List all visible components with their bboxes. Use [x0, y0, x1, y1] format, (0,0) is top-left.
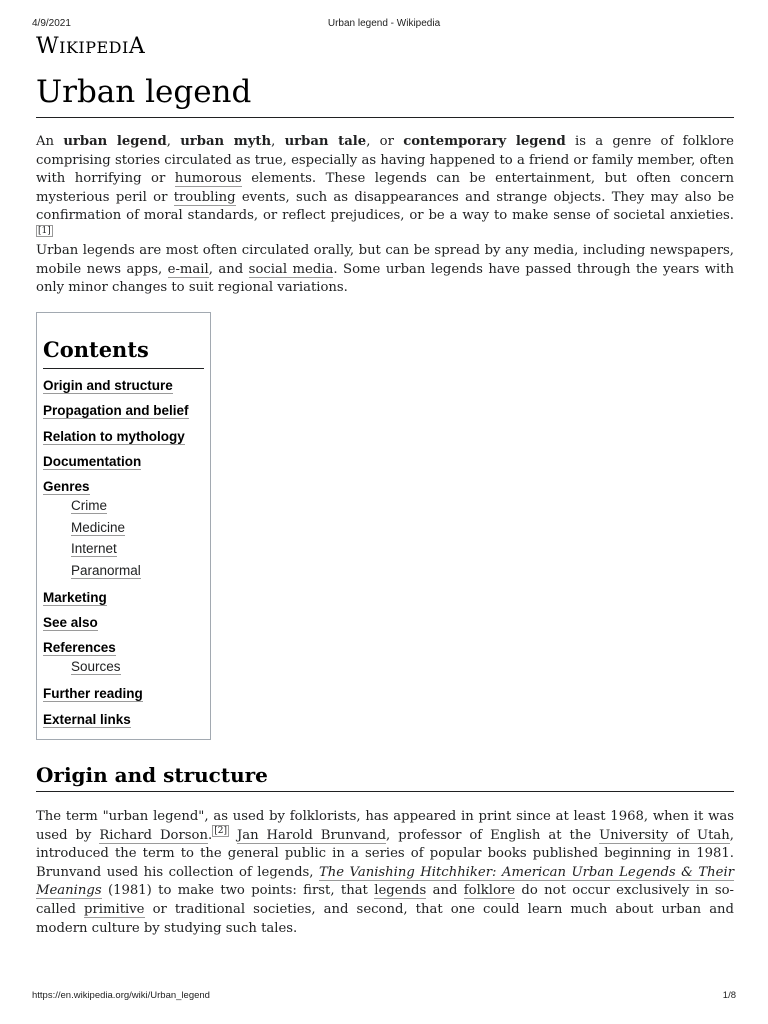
toc-item-further-reading[interactable]: Further reading: [43, 686, 143, 702]
toc-subitem-crime[interactable]: Crime: [71, 498, 107, 514]
term-urban-legend: urban legend: [63, 134, 167, 149]
toc-item-marketing[interactable]: Marketing: [43, 589, 107, 605]
print-header: [32, 18, 736, 32]
toc-item-see-also[interactable]: See also: [43, 614, 98, 630]
toc-subitem-sources[interactable]: Sources: [71, 659, 121, 675]
link-richard-dorson[interactable]: Richard Dorson: [99, 827, 208, 843]
print-footer: [32, 990, 736, 1004]
reference-2[interactable]: [2]: [214, 826, 227, 837]
wordmark-final: A: [128, 34, 146, 59]
reference-1[interactable]: [1]: [38, 225, 51, 236]
link-jan-harold-brunvand[interactable]: Jan Harold Brunvand: [236, 827, 387, 843]
link-primitive[interactable]: primitive: [84, 901, 145, 917]
term-urban-myth: urban myth: [180, 134, 272, 149]
book-title-vanishing-hitchhiker[interactable]: The Vanishing Hitchhiker: American Urban Legends & Their Meanings: [36, 864, 734, 899]
link-folklore[interactable]: folklore: [463, 883, 516, 899]
toc-item-origin[interactable]: Origin and structure: [43, 378, 173, 393]
toc-item-documentation[interactable]: Documentation: [43, 453, 142, 469]
toc-item-references[interactable]: References: [43, 640, 116, 656]
link-university-of-utah[interactable]: University of Utah: [599, 827, 730, 843]
term-urban-tale: urban tale: [284, 134, 367, 149]
print-page-number: 1/8: [722, 990, 736, 1001]
toc-item-propagation[interactable]: Propagation and belief: [43, 403, 189, 419]
intro-paragraph-1: An urban legend, urban myth, urban tale, or contemporary legend is a genre of folklore comprising stories circulated as true, especially as having happened to a friend or family member, often with horrifying or humorous elements. These legends can be entertainment, but often concern mysterious peril or troubling events, such as disappearances and strange objects. They may also be confirmation of moral standards, or reflect prejudices, or be a way to make sense of societal anxieties.[1]: [36, 134, 734, 236]
link-social-media[interactable]: social media: [248, 261, 334, 277]
origin-paragraph-1: The term "urban legend", as used by folklorists, has appeared in print since at least 1968, when it was used by Richard Dorson. [2] Jan Harold Brunvand, professor of English at the University of Utah, introduced the term to the general public in a series of popular books published beginning in 1981. Brunvand used his collection of legends, The Vanishing Hitchhiker: American Urban Legends & Their Meanings (1981) to make two points: first, that legends and folklore do not occur exclusively in so-called primitive or traditional societies, and second, that one could learn much about urban and modern culture by studying such tales.: [36, 809, 734, 936]
toc-item-relation[interactable]: Relation to mythology: [43, 428, 185, 444]
toc-subitem-paranormal[interactable]: Paranormal: [71, 562, 141, 578]
toc-title: Contents: [43, 337, 204, 369]
print-date: 4/9/2021: [32, 18, 71, 29]
link-humorous[interactable]: humorous: [174, 171, 242, 187]
link-troubling[interactable]: troubling: [173, 189, 236, 205]
wordmark-middle: IKIPEDI: [59, 38, 129, 57]
link-email[interactable]: e-mail: [167, 261, 209, 277]
toc-item-genres[interactable]: Genres: [43, 479, 90, 495]
wikipedia-wordmark[interactable]: [36, 34, 145, 59]
print-page-title: Urban legend - Wikipedia: [327, 18, 441, 29]
table-of-contents: [36, 312, 211, 740]
link-legends[interactable]: legends: [374, 883, 427, 899]
term-contemporary-legend: contemporary legend: [403, 134, 566, 149]
toc-item-external-links[interactable]: External links: [43, 711, 131, 727]
intro-paragraph-2: Urban legends are most often circulated orally, but can be spread by any media, including newspapers, mobile news apps, e-mail, and social media. Some urban legends have passed through the years with only minor changes to suit regional variations.: [36, 243, 734, 296]
section-heading-origin: Origin and structure: [36, 760, 734, 792]
wordmark-initial: W: [36, 34, 60, 59]
toc-subitem-medicine[interactable]: Medicine: [71, 519, 126, 535]
toc-subitem-internet[interactable]: Internet: [71, 541, 117, 557]
page-title: Urban legend: [36, 72, 734, 118]
print-url: https://en.wikipedia.org/wiki/Urban_legend: [32, 990, 210, 1001]
